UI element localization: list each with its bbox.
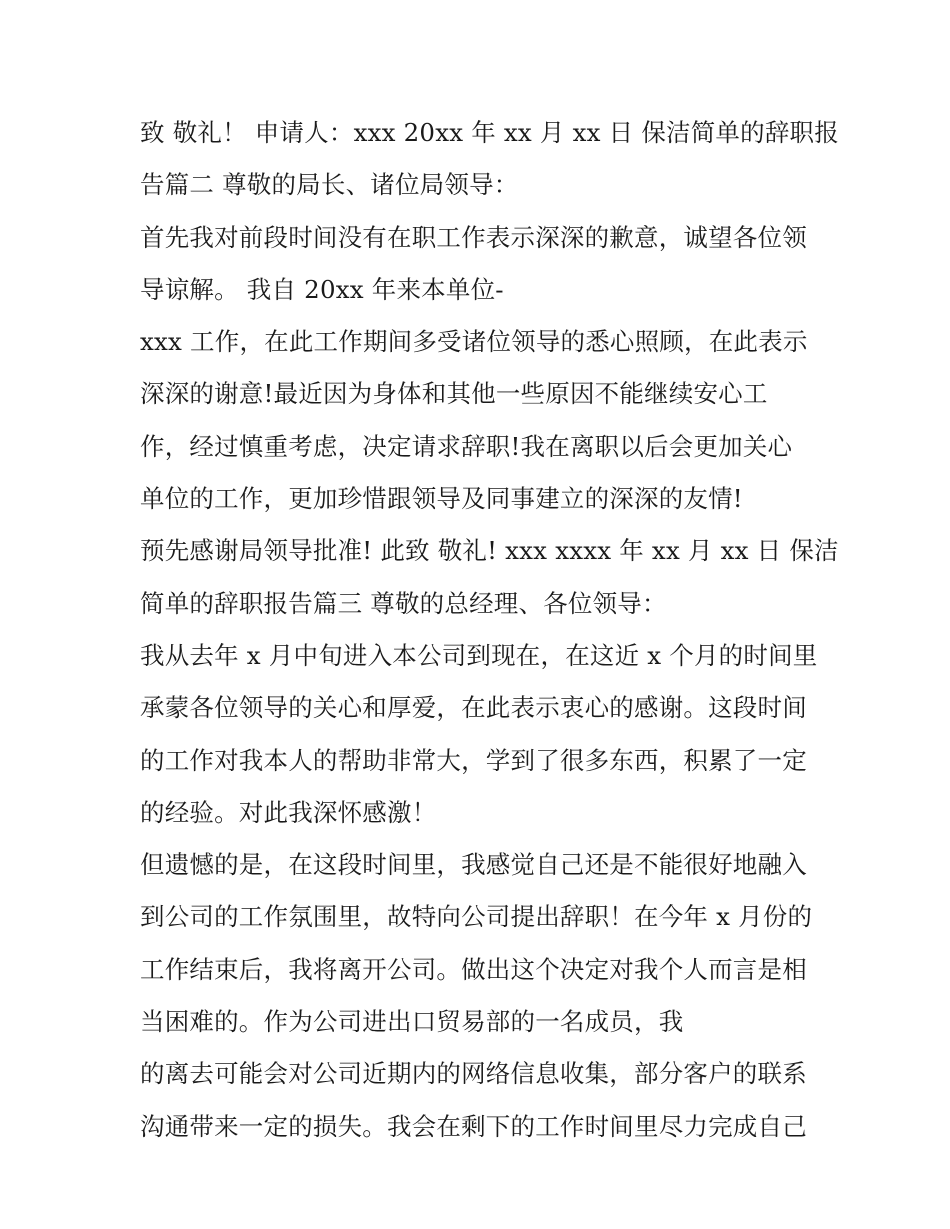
text-line: 工作结束后，我将离开公司。做出这个决定对我个人而言是相: [140, 954, 807, 984]
text-line: 深深的谢意!最近因为身体和其他一些原因不能继续安心工: [140, 379, 768, 409]
text-line: 沟通带来一定的损失。我会在剩下的工作时间里尽力完成自己: [140, 1111, 807, 1141]
text-line: 首先我对前段时间没有在职工作表示深深的歉意，诚望各位领: [140, 222, 807, 252]
text-line: 单位的工作，更加珍惜跟领导及同事建立的深深的友情!: [140, 484, 743, 514]
text-line: 的经验。对此我深怀感激！: [140, 797, 437, 827]
text-line: 的离去可能会对公司近期内的网络信息收集，部分客户的联系: [140, 1059, 807, 1089]
text-line: 致 敬礼！ 申请人：xxx 20xx 年 xx 月 xx 日 保洁简单的辞职报: [140, 118, 839, 147]
text-line: 当困难的。作为公司进出口贸易部的一名成员，我: [140, 1007, 684, 1037]
text-line: 的工作对我本人的帮助非常大，学到了很多东西，积累了一定: [140, 745, 807, 775]
text-line: 但遗憾的是，在这段时间里，我感觉自己还是不能很好地融入: [140, 850, 807, 880]
text-line: 告篇二 尊敬的局长、诸位局领导：: [140, 170, 519, 200]
text-line: 我从去年 x 月中旬进入本公司到现在，在这近 x 个月的时间里: [140, 640, 818, 670]
text-line: xxx 工作，在此工作期间多受诸位领导的悉心照顾，在此表示: [140, 327, 808, 357]
text-line: 简单的辞职报告篇三 尊敬的总经理、各位领导：: [140, 588, 667, 618]
text-line: 导谅解。 我自 20xx 年来本单位-: [140, 274, 504, 304]
text-line: 预先感谢局领导批准! 此致 敬礼! xxx xxxx 年 xx 月 xx 日 保洁: [140, 536, 839, 566]
text-line: 到公司的工作氛围里，故特向公司提出辞职！在今年 x 月份的: [140, 902, 813, 932]
text-line: 承蒙各位领导的关心和厚爱，在此表示衷心的感谢。这段时间: [140, 693, 807, 723]
text-line: 作，经过慎重考虑，决定请求辞职!我在离职以后会更加关心: [140, 431, 793, 461]
document-body: [140, 107, 839, 1153]
